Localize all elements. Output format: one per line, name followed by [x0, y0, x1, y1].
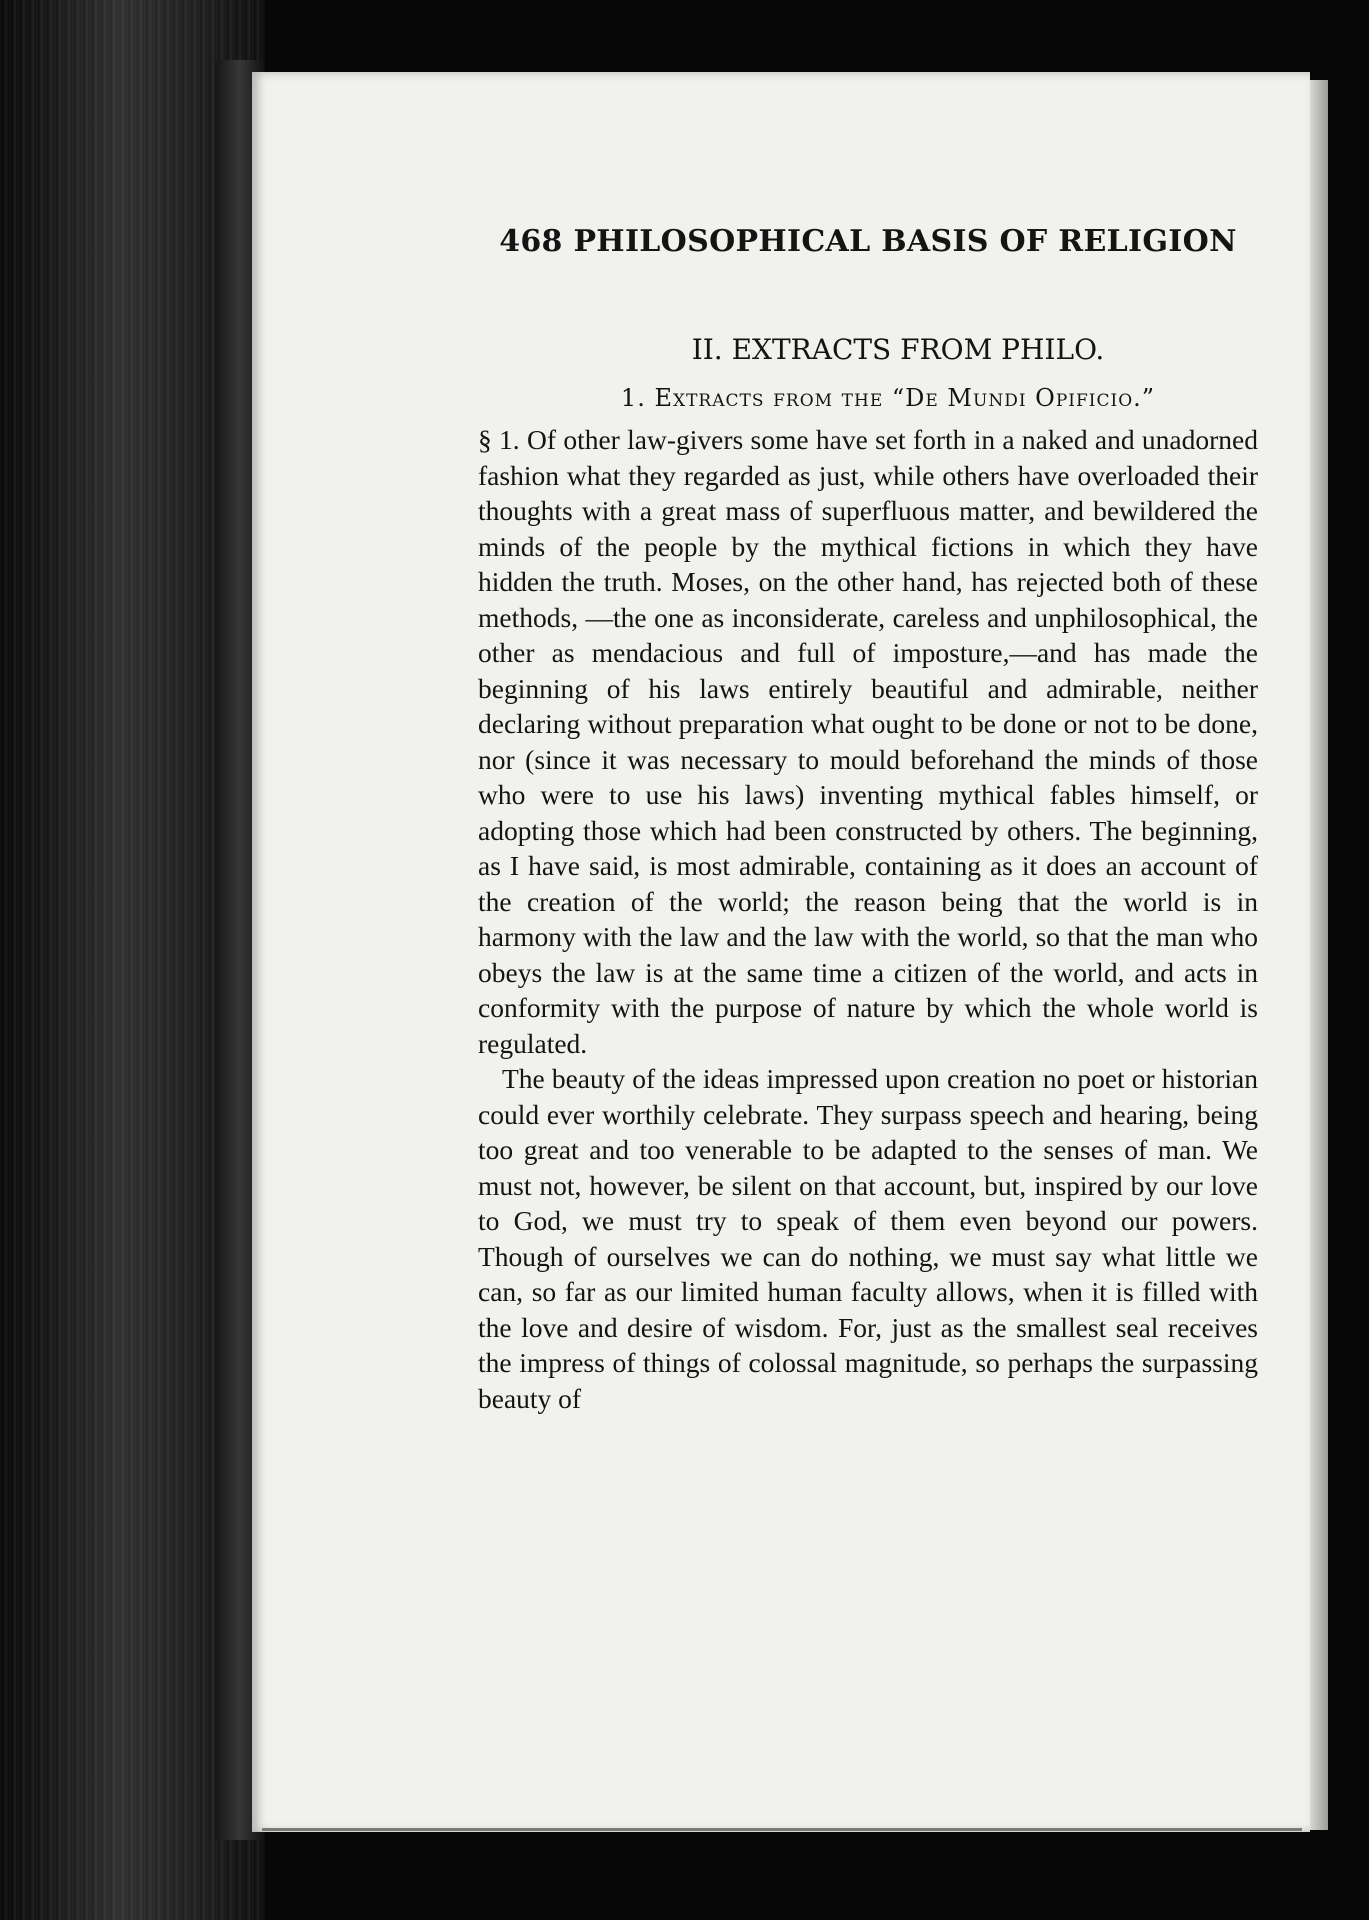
running-head: 468 PHILOSOPHICAL BASIS OF RELIGION	[499, 224, 1237, 259]
subsection-title: 1. Extracts from the “De Mundi Opificio.”	[620, 384, 1156, 412]
body-paragraph-1: § 1. Of other law-givers some have set forth in a naked and unadorned fashion what they regarded as just, while others have overloaded their thoughts with a great mass of superfluous matter, and bewildered the minds of the people by the mythical fictions in which they have hidden the truth. Moses, on the other hand, has rejected both of these methods, —the one as inconsiderate, careless and unphilosophical, the other as mendacious and full of imposture,—and has made the beginning of his laws entirely beautiful and admirable, neither declaring without preparation what ought to be done or not to be done, nor (since it was necessary to mould beforehand the minds of those who were to use his laws) inventing mythical fables himself, or adopting those which had been constructed by others. The beginning, as I have said, is most admirable, containing as it does an account of the creation of the world; the reason being that the world is in harmony with the law and the law with the world, so that the man who obeys the law is at the same time a citizen of the world, and acts in conformity with the purpose of nature by which the whole world is regulated.	[478, 424, 1258, 1059]
body-paragraph-2: The beauty of the ideas impressed upon creation no poet or historian could ever worthily celebrate. They surpass speech and hearing, being too great and too venerable to be adapted to the senses of man. We must not, however, be silent on that account, but, inspired by our love to God, we must try to speak of them even beyond our powers. Though of ourselves we can do nothing, we must say what little we can, so far as our limited human faculty allows, when it is filled with the love and desire of wisdom. For, just as the smallest seal receives the impress of things of colossal magnitude, so perhaps the surpassing beauty of	[478, 1063, 1258, 1414]
page-bottom-edge	[262, 1828, 1302, 1831]
section-title: II. EXTRACTS FROM PHILO.	[691, 333, 1105, 366]
text-column	[478, 210, 1258, 1416]
next-page-edge	[1310, 80, 1328, 1830]
